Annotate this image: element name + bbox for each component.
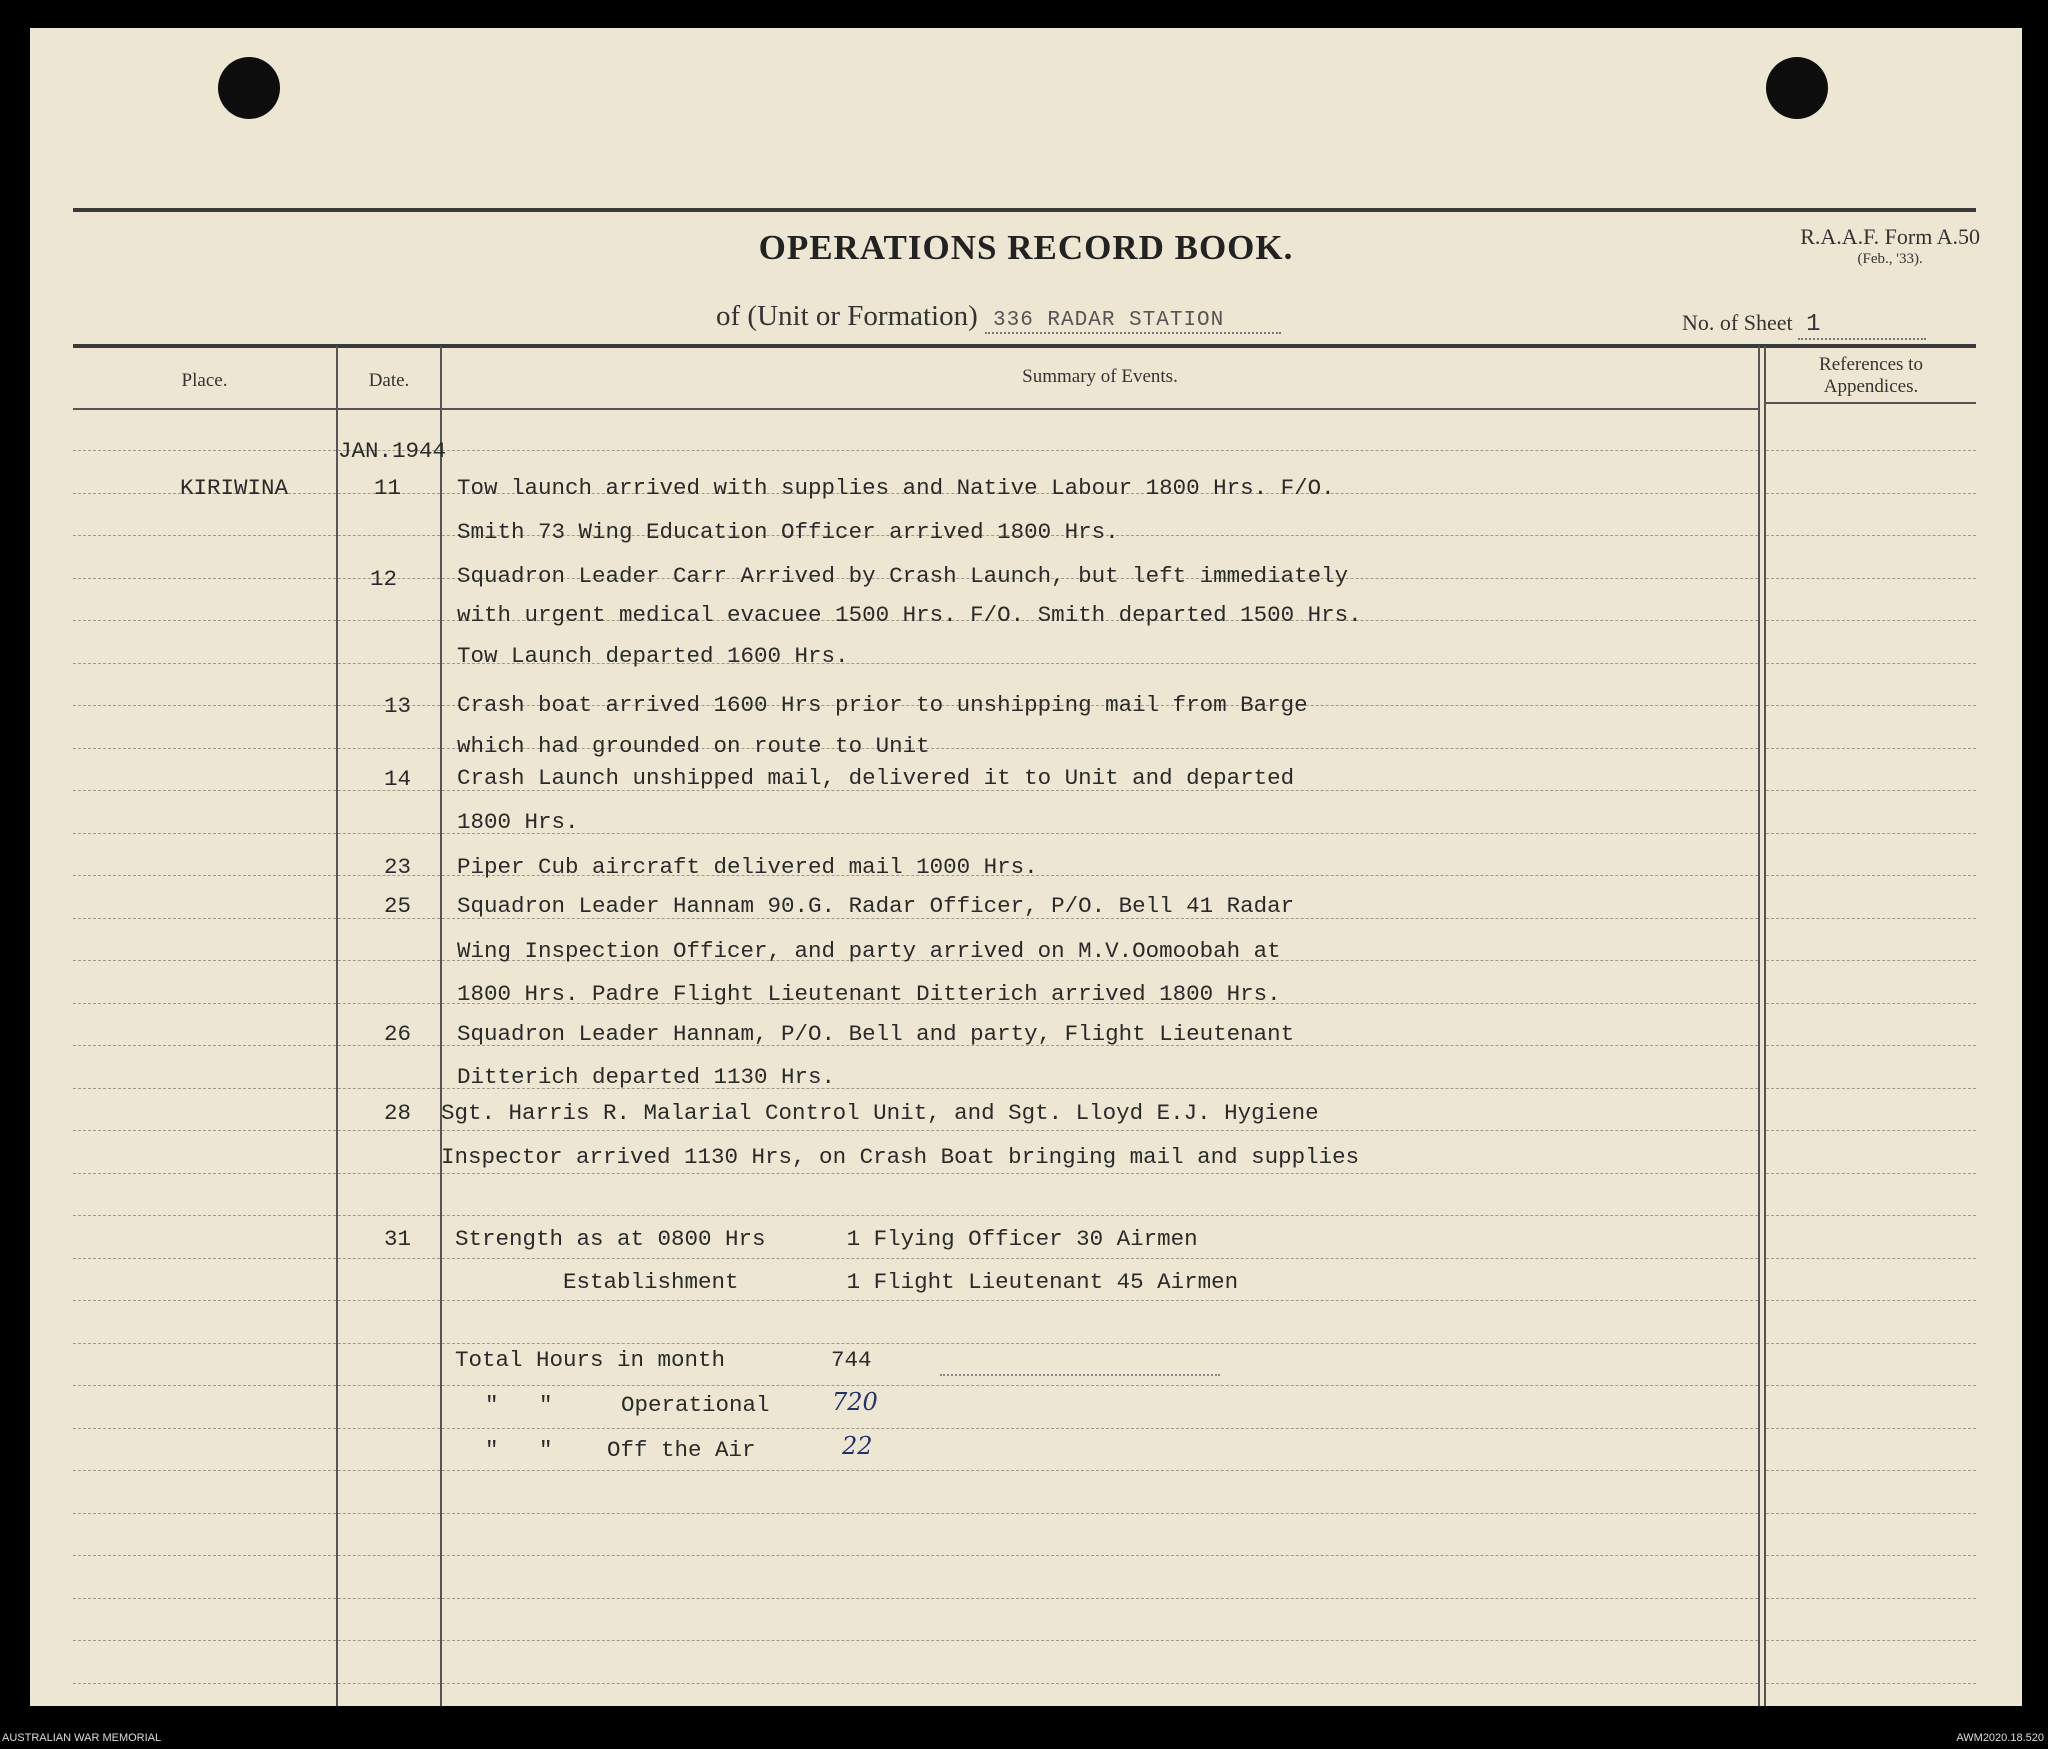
place-entry: KIRIWINA xyxy=(180,475,289,501)
ditto-mark: " " xyxy=(485,1437,553,1463)
ledger-line xyxy=(1766,875,1976,877)
ledger-line xyxy=(338,833,440,835)
dotted-leader xyxy=(940,1374,1220,1376)
ledger-line xyxy=(1766,705,1976,707)
ledger-line xyxy=(73,1343,336,1345)
entry-line: Piper Cub aircraft delivered mail 1000 Hrs. xyxy=(457,854,1038,880)
sheet-line xyxy=(1682,310,1926,340)
ledger-line xyxy=(338,1258,440,1260)
column-header-references: References to Appendices. xyxy=(1819,354,1923,397)
entry-line: Squadron Leader Carr Arrived by Crash Launch, but left immediately xyxy=(457,563,1349,589)
footer-accession: AWM2020.18.520 xyxy=(1956,1732,2044,1744)
ledger-line xyxy=(73,1640,336,1642)
ledger-line xyxy=(442,1470,1758,1472)
ledger-line xyxy=(73,1683,336,1685)
header-bottom-rule-refs xyxy=(1766,402,1976,404)
entry-line: which had grounded on route to Unit xyxy=(457,733,930,759)
ledger-line xyxy=(1766,1470,1976,1472)
ledger-line xyxy=(73,620,336,622)
entry-line: 1800 Hrs. xyxy=(457,809,579,835)
ledger-line xyxy=(338,1130,440,1132)
ledger-line xyxy=(1766,1343,1976,1345)
entry-date: 11 xyxy=(374,475,402,501)
ledger-line xyxy=(1766,1173,1976,1175)
ledger-line xyxy=(442,1385,1758,1387)
ledger-line xyxy=(442,1555,1758,1557)
ledger-line xyxy=(338,748,440,750)
ledger-line xyxy=(442,1300,1758,1302)
sheet-label: No. of Sheet xyxy=(1682,310,1793,335)
ledger-line xyxy=(338,1173,440,1175)
ledger-line xyxy=(1766,1640,1976,1642)
form-number: R.A.A.F. Form A.50 xyxy=(1800,224,1980,249)
entry-line: Tow launch arrived with supplies and Native Labour 1800 Hrs. F/O. xyxy=(457,475,1335,501)
ledger-line xyxy=(338,1598,440,1600)
ledger-line xyxy=(73,748,336,750)
ledger-line xyxy=(73,705,336,707)
ledger-line xyxy=(73,960,336,962)
ledger-line xyxy=(1766,1555,1976,1557)
unit-value: 336 RADAR STATION xyxy=(985,309,1281,334)
total-hours-value: 744 xyxy=(831,1347,872,1373)
ledger-line xyxy=(338,1300,440,1302)
ledger-line xyxy=(73,1598,336,1600)
ledger-line xyxy=(1766,1045,1976,1047)
entry-date: 12 xyxy=(370,566,398,592)
operational-value: 720 xyxy=(832,1388,878,1416)
ledger-line xyxy=(338,620,440,622)
entry-line: Squadron Leader Hannam, P/O. Bell and party, Flight Lieutenant xyxy=(457,1021,1295,1047)
entry-date: 31 xyxy=(384,1226,412,1252)
entry-line: Ditterich departed 1130 Hrs. xyxy=(457,1064,836,1090)
form-date: (Feb., '33). xyxy=(1857,251,1923,267)
header-rule xyxy=(73,344,1976,348)
ledger-line xyxy=(1766,1513,1976,1515)
record-sheet xyxy=(30,28,2022,1706)
ledger-line xyxy=(338,1343,440,1345)
ledger-line xyxy=(338,1088,440,1090)
ledger-line xyxy=(1766,535,1976,537)
operational-label: Operational xyxy=(621,1392,770,1418)
ledger-line xyxy=(1766,1258,1976,1260)
column-divider-refs xyxy=(1764,346,1766,1706)
ledger-line xyxy=(73,1173,336,1175)
entry-line: Crash Launch unshipped mail, delivered it to Unit and departed xyxy=(457,765,1295,791)
ledger-line xyxy=(338,1385,440,1387)
ledger-line xyxy=(73,833,336,835)
ledger-line xyxy=(338,960,440,962)
ledger-line xyxy=(73,1088,336,1090)
ledger-line xyxy=(1766,493,1976,495)
column-header-date: Date. xyxy=(368,370,410,391)
ledger-line xyxy=(1766,663,1976,665)
ledger-line xyxy=(442,1683,1758,1685)
off-air-label: Off the Air xyxy=(607,1437,756,1463)
unit-line xyxy=(716,300,1281,334)
entry-date: 14 xyxy=(384,766,412,792)
column-header-summary: Summary of Events. xyxy=(1022,366,1178,387)
ledger-line xyxy=(73,1470,336,1472)
punch-hole-left xyxy=(218,57,280,119)
ledger-line xyxy=(1766,960,1976,962)
ledger-line xyxy=(73,918,336,920)
punch-hole-right xyxy=(1766,57,1828,119)
ledger-line xyxy=(1766,1300,1976,1302)
ledger-line xyxy=(442,1343,1758,1345)
ledger-line xyxy=(442,1598,1758,1600)
ledger-line xyxy=(1766,748,1976,750)
ledger-line xyxy=(73,1300,336,1302)
ledger-line xyxy=(73,450,336,452)
ledger-line xyxy=(1766,833,1976,835)
sheet-value: 1 xyxy=(1798,311,1926,340)
ledger-line xyxy=(442,1640,1758,1642)
ledger-line xyxy=(442,1428,1758,1430)
entry-date: 23 xyxy=(384,854,412,880)
entry-line: Smith 73 Wing Education Officer arrived 1800 Hrs. xyxy=(457,519,1119,545)
entry-line: Squadron Leader Hannam 90.G. Radar Officer, P/O. Bell 41 Radar xyxy=(457,893,1295,919)
ledger-line xyxy=(1766,1130,1976,1132)
page-title: OPERATIONS RECORD BOOK. xyxy=(758,228,1294,267)
entry-date: 26 xyxy=(384,1021,412,1047)
month-heading: JAN.1944 xyxy=(338,438,447,464)
ledger-line xyxy=(1766,1385,1976,1387)
ledger-line xyxy=(73,1045,336,1047)
header-bottom-rule xyxy=(73,408,1758,410)
ledger-line xyxy=(338,535,440,537)
entry-date: 28 xyxy=(384,1100,412,1126)
entry-line: with urgent medical evacuee 1500 Hrs. F/O. Smith departed 1500 Hrs. xyxy=(457,602,1362,628)
ledger-line xyxy=(442,1130,1758,1132)
ledger-line xyxy=(442,1258,1758,1260)
ledger-line xyxy=(73,1215,336,1217)
ledger-line xyxy=(338,1003,440,1005)
ledger-line xyxy=(338,1640,440,1642)
ledger-line xyxy=(1766,620,1976,622)
ledger-line xyxy=(338,1683,440,1685)
ledger-line xyxy=(1766,790,1976,792)
ledger-line xyxy=(73,1130,336,1132)
ledger-line xyxy=(73,663,336,665)
ledger-line xyxy=(338,1513,440,1515)
ledger-line xyxy=(442,833,1758,835)
ledger-line xyxy=(1766,1215,1976,1217)
entry-line: Tow Launch departed 1600 Hrs. xyxy=(457,643,849,669)
entry-date: 13 xyxy=(384,693,412,719)
ledger-line xyxy=(1766,450,1976,452)
ledger-line xyxy=(73,875,336,877)
ledger-line xyxy=(1766,1003,1976,1005)
column-header-place: Place. xyxy=(181,370,228,391)
entry-line: Sgt. Harris R. Malarial Control Unit, and Sgt. Lloyd E.J. Hygiene xyxy=(441,1100,1319,1126)
column-divider-summary xyxy=(1758,346,1760,1706)
ledger-line xyxy=(73,1513,336,1515)
ledger-line xyxy=(338,663,440,665)
footer-credit: AUSTRALIAN WAR MEMORIAL xyxy=(2,1732,162,1744)
ledger-line xyxy=(442,1513,1758,1515)
entry-line: Inspector arrived 1130 Hrs, on Crash Boat bringing mail and supplies xyxy=(441,1144,1360,1170)
ledger-line xyxy=(73,1385,336,1387)
entry-line: Wing Inspection Officer, and party arrived on M.V.Oomoobah at xyxy=(457,938,1281,964)
ledger-line xyxy=(73,578,336,580)
ledger-line xyxy=(1766,1428,1976,1430)
entry-line: Crash boat arrived 1600 Hrs prior to unshipping mail from Barge xyxy=(457,692,1308,718)
ledger-line xyxy=(338,1428,440,1430)
total-hours-label: Total Hours in month xyxy=(455,1347,726,1373)
ditto-mark: " " xyxy=(485,1392,553,1418)
ledger-line xyxy=(1766,578,1976,580)
ledger-line xyxy=(442,1173,1758,1175)
ledger-line xyxy=(1766,1598,1976,1600)
ledger-line xyxy=(338,1470,440,1472)
ledger-line xyxy=(442,1215,1758,1217)
ledger-line xyxy=(338,1555,440,1557)
column-divider-place xyxy=(336,346,338,1706)
column-divider-date xyxy=(440,346,442,1706)
off-air-value: 22 xyxy=(842,1432,873,1460)
entry-line: Strength as at 0800 Hrs 1 Flying Officer 30 Airmen xyxy=(455,1226,1198,1252)
entry-line: Establishment 1 Flight Lieutenant 45 Airmen xyxy=(455,1269,1239,1295)
ledger-line xyxy=(442,450,1758,452)
ledger-line xyxy=(73,1258,336,1260)
form-identifier xyxy=(1800,226,1980,270)
entry-line: 1800 Hrs. Padre Flight Lieutenant Ditterich arrived 1800 Hrs. xyxy=(457,981,1281,1007)
entry-date: 25 xyxy=(384,893,412,919)
ledger-line xyxy=(1766,1683,1976,1685)
ledger-line xyxy=(1766,918,1976,920)
ledger-line xyxy=(73,535,336,537)
ledger-line xyxy=(73,1555,336,1557)
unit-label: of (Unit or Formation) xyxy=(716,300,978,332)
ledger-line xyxy=(73,1428,336,1430)
ledger-line xyxy=(338,1215,440,1217)
ledger-line xyxy=(1766,1088,1976,1090)
top-rule xyxy=(73,208,1976,212)
ledger-line xyxy=(73,790,336,792)
ledger-line xyxy=(73,1003,336,1005)
